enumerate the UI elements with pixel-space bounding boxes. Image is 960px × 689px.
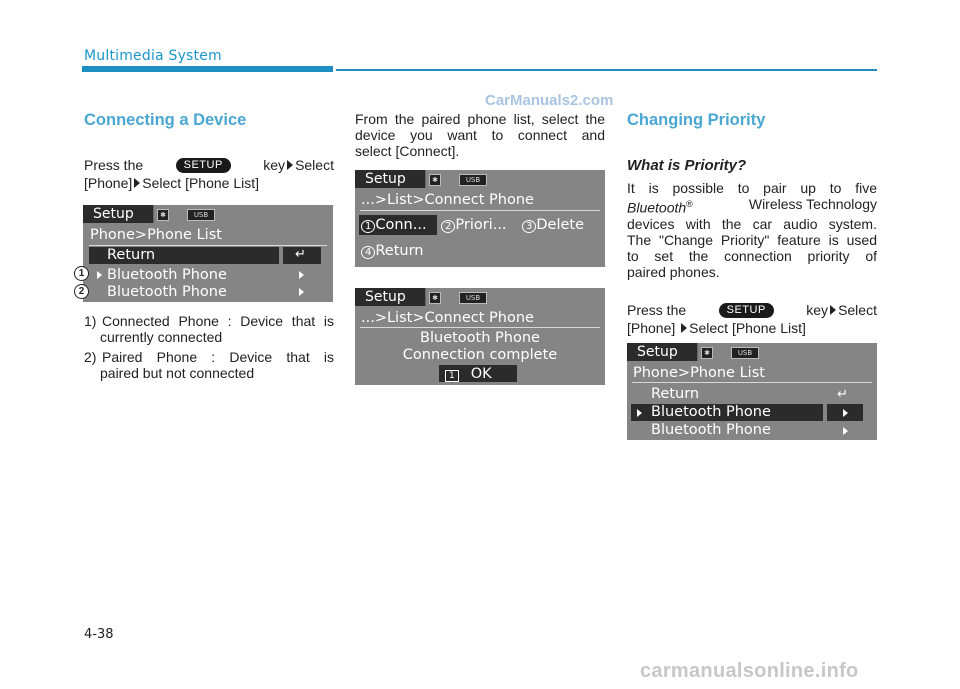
screen-divider [360, 327, 600, 328]
screen-tab-setup: Setup [355, 170, 426, 188]
right-triangle-icon [299, 288, 304, 296]
page-number: 4-38 [84, 627, 114, 642]
col1-para-line1 [84, 157, 334, 173]
screen-connect-phone-menu [355, 170, 605, 267]
return-arrow-icon: ↵ [837, 387, 848, 402]
col2-para: From the paired phone list, select the device you want to connect and select [Connect]. [355, 111, 605, 159]
note-2: 2) Paired Phone : Device that is paired but not connected [84, 349, 334, 381]
bluetooth-icon: ✱ [701, 347, 713, 359]
screen-msg-line2: Connection complete [402, 347, 558, 363]
usb-indicator: USB [459, 292, 487, 304]
screen-row-return: Return [107, 247, 156, 263]
screen-tab-setup: Setup [355, 288, 426, 306]
right-triangle-icon [134, 178, 140, 188]
usb-indicator: USB [731, 347, 759, 359]
col3-para2-line1: Press the SETUP key Select [627, 302, 877, 318]
screen-opt2: 2 Priori... [441, 216, 507, 236]
right-triangle-icon [299, 271, 304, 279]
col3-para2-line2: [Phone] Select [Phone List] [627, 320, 806, 336]
setup-key-icon: SETUP [719, 303, 774, 318]
screen-phone-list [83, 205, 333, 302]
screen-breadcrumb: Phone>Phone List [633, 365, 765, 381]
screen-tab-setup: Setup [83, 205, 154, 223]
text-key-select: key Select [263, 157, 334, 173]
setup-key-icon: SETUP [176, 158, 231, 173]
section-title: Multimedia System [84, 48, 222, 64]
right-triangle-icon [287, 160, 293, 170]
note-1: 1) Connected Phone : Device that is currently connected [84, 313, 334, 345]
usb-indicator: USB [187, 209, 215, 221]
heading-connecting-device: Connecting a Device [84, 111, 247, 129]
screen-opt3: 3 Delete [522, 216, 584, 236]
right-triangle-icon [97, 271, 102, 279]
screen-opt1: 1 Conn... [361, 216, 427, 236]
screen-divider [360, 210, 600, 211]
right-triangle-icon [830, 305, 836, 315]
usb-indicator: USB [459, 174, 487, 186]
screen-breadcrumb: ...>List>Connect Phone [361, 310, 534, 326]
callout-1: 1 [74, 266, 89, 281]
screen-ok-button: 1 OK [445, 365, 492, 385]
screen-breadcrumb: ...>List>Connect Phone [361, 192, 534, 208]
screen-tab-setup: Setup [627, 343, 698, 361]
col3-para1: It is possible to pair up to five Bluetooth® Wireless Technology devices with the car audio system. The "Change Priority" feature is used to set the connection priority of paired phones. [627, 180, 877, 280]
screen-row-phone1: Bluetooth Phone [107, 267, 227, 283]
header-rule-thin [336, 69, 877, 71]
screen-row-phone2: Bluetooth Phone [651, 422, 771, 438]
screen-breadcrumb: Phone>Phone List [90, 227, 222, 243]
screen-row-phone2: Bluetooth Phone [107, 284, 227, 300]
right-triangle-icon [843, 427, 848, 435]
watermark-bottom[interactable]: carmanualsonline.info [640, 660, 859, 682]
screen-connection-complete [355, 288, 605, 385]
screen-divider [632, 382, 872, 383]
right-triangle-icon [681, 323, 687, 333]
screen-opt4: 4 Return [361, 242, 424, 262]
screen-msg-line1: Bluetooth Phone [420, 330, 540, 346]
return-arrow-icon: ↵ [295, 247, 306, 262]
screen-row-return: Return [651, 386, 700, 402]
screen-row-phone1: Bluetooth Phone [651, 404, 771, 420]
right-triangle-icon [843, 409, 848, 417]
subheading-what-is-priority: What is Priority? [627, 157, 747, 174]
text-press-the: Press the [84, 157, 144, 173]
heading-changing-priority: Changing Priority [627, 111, 766, 129]
right-triangle-icon [637, 409, 642, 417]
bluetooth-icon: ✱ [429, 174, 441, 186]
watermark-top[interactable]: CarManuals2.com [485, 92, 614, 109]
bluetooth-icon: ✱ [157, 209, 169, 221]
callout-2: 2 [74, 284, 89, 299]
screen-phone-list-priority [627, 343, 877, 440]
col1-para-line2: [Phone] Select [Phone List] [84, 175, 260, 191]
bluetooth-icon: ✱ [429, 292, 441, 304]
header-rule-thick [82, 66, 333, 72]
